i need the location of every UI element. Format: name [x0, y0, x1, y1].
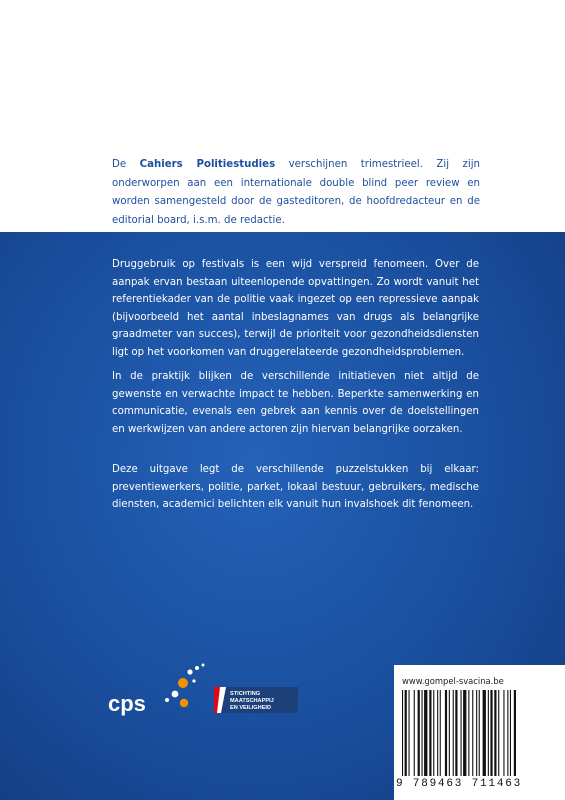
- isbn-digits: 9 789463 711463: [396, 778, 523, 790]
- blurb-paragraph-1: Druggebruik op festivals is een wijd verspreid fenomeen. Over de aanpak ervan bestaan uiteenlopende opvattingen. Zo wordt vanuit het referentiekader van de politie vaak ingezet op een repressieve aanpak (bijvoorbeeld het aantal inbeslagnames van drugs als belangrijke graadmeter van succes), terwijl de prioriteit voor gezondheidsdiensten ligt op het voorkomen van druggerelateerde gezondheidsproblemen.: [112, 259, 479, 358]
- cps-logo: [104, 655, 214, 725]
- stichting-line-1: STICHTING: [230, 691, 261, 697]
- intro-prefix: De: [112, 159, 140, 170]
- series-description: [112, 156, 480, 230]
- blurb-paragraph-3: Deze uitgave legt de verschillende puzzelstukken bij elkaar: preventiewerkers, politie, parket, lokaal bestuur, gebruikers, medische diensten, academici belichten elk vanuit hun invalshoek dit fenomeen.: [112, 464, 479, 511]
- stichting-line-2: MAATSCHAPPIJ: [230, 698, 274, 704]
- stichting-line-3: EN VEILIGHEID: [230, 705, 272, 711]
- cps-logo-text: cps: [108, 691, 146, 716]
- series-name: Cahiers Politiestudies: [139, 159, 276, 170]
- blurb-paragraph-2: In de praktijk blijken de verschillende initiatieven niet altijd de gewenste en verwachte impact te hebben. Beperkte samenwerking en communicatie, evenals een gebrek aan kennis over de doelstellingen en werkwijzen van andere actoren zijn hiervan belangrijke oorzaken.: [112, 371, 479, 435]
- stichting-logo: [214, 687, 304, 713]
- isbn-barcode: [400, 690, 560, 780]
- publisher-url: www.gompel-svacina.be: [402, 676, 504, 686]
- intro-text: verschijnen trimestrieel. Zij zijn onderworpen aan een internationale double blind peer review en worden samengesteld door de gasteditoren, de hoofdredacteur en de editorial board, i.s.m. de redactie.: [112, 159, 480, 226]
